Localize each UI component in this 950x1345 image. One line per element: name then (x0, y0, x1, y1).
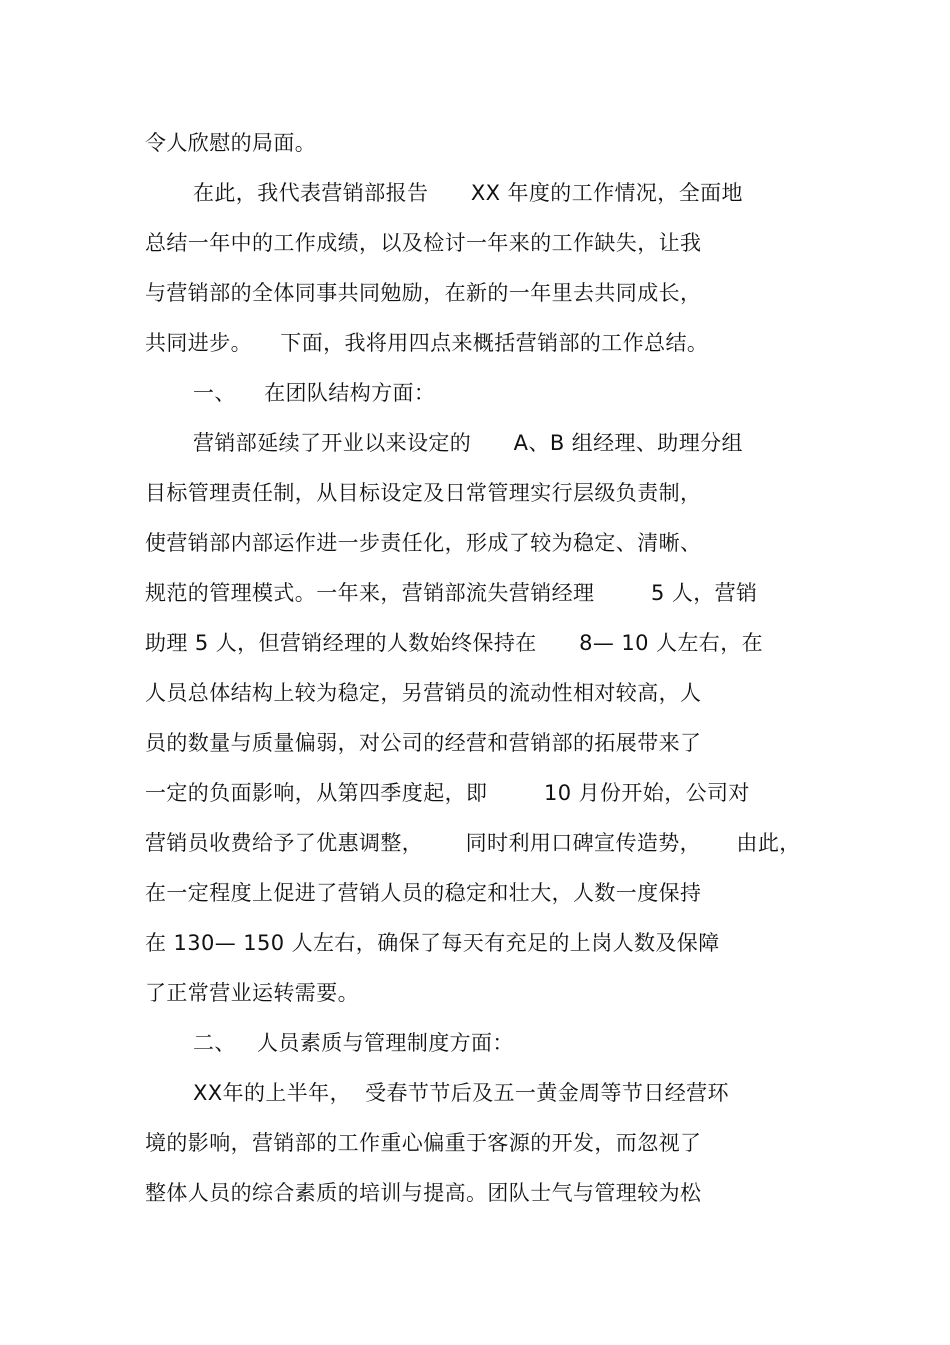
text-line: 与营销部的全体同事共同勉励，在新的一年里去共同成长， (145, 281, 702, 305)
text-line: 共同进步。 下面，我将用四点来概括营销部的工作总结。 (145, 331, 709, 355)
section-heading-2: 二、 人员素质与管理制度方面： (193, 1031, 514, 1055)
text-line: 令人欣慰的局面。 (145, 131, 317, 155)
text-line: 规范的管理模式。一年来，营销部流失营销经理 5 人，营销 (145, 581, 758, 605)
text-line: 在 130— 150 人左右，确保了每天有充足的上岗人数及保障 (145, 931, 720, 955)
text-line: 总结一年中的工作成绩，以及检讨一年来的工作缺失，让我 (145, 231, 702, 255)
text-line: 员的数量与质量偏弱，对公司的经营和营销部的拓展带来了 (145, 731, 702, 755)
text-line: 整体人员的综合素质的培训与提高。团队士气与管理较为松 (145, 1181, 702, 1205)
text-line: 使营销部内部运作进一步责任化，形成了较为稳定、清晰、 (145, 531, 702, 555)
text-line: 营销员收费给予了优惠调整， 同时利用口碑宣传造势， 由此， (145, 831, 801, 855)
text-line: 境的影响，营销部的工作重心偏重于客源的开发，而忽视了 (145, 1131, 702, 1155)
text-line: 目标管理责任制，从目标设定及日常管理实行层级负责制， (145, 481, 702, 505)
text-line: 在一定程度上促进了营销人员的稳定和壮大，人数一度保持 (145, 881, 702, 905)
section-heading-1: 一、 在团队结构方面： (193, 381, 436, 405)
paragraph-start-line: 在此，我代表营销部报告 XX 年度的工作情况，全面地 (193, 181, 743, 205)
text-line: 了正常营业运转需要。 (145, 981, 359, 1005)
paragraph-start-line: 营销部延续了开业以来设定的 A、B 组经理、助理分组 (193, 431, 743, 455)
text-line: 人员总体结构上较为稳定，另营销员的流动性相对较高，人 (145, 681, 702, 705)
text-line: 一定的负面影响，从第四季度起，即 10 月份开始，公司对 (145, 781, 750, 805)
text-line: 助理 5 人，但营销经理的人数始终保持在 8— 10 人左右，在 (145, 631, 763, 655)
paragraph-start-line: XX年的上半年， 受春节节后及五一黄金周等节日经营环 (193, 1081, 729, 1105)
